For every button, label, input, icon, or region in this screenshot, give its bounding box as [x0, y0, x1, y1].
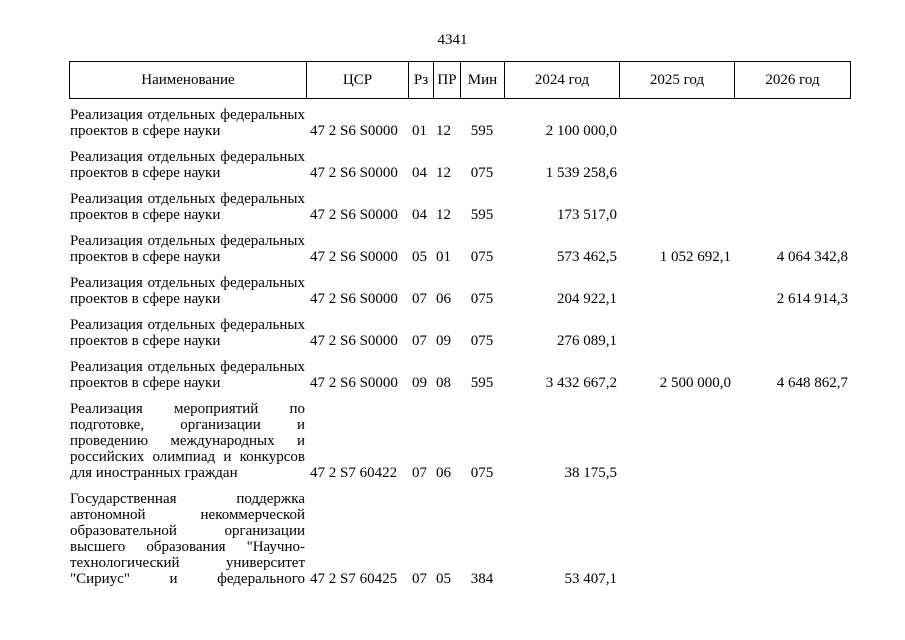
cell-min: 595	[470, 207, 494, 223]
cell-pr: 06	[436, 291, 451, 307]
cell-2026	[734, 333, 851, 349]
cell-rz: 07	[412, 571, 427, 587]
table-row	[69, 107, 851, 139]
table-row	[69, 233, 851, 265]
cell-2026	[734, 207, 851, 223]
name-line: Реализация мероприятий по	[70, 401, 305, 417]
name-line: проектов в сфере науки	[70, 375, 221, 391]
cell-min: 595	[470, 123, 494, 139]
table-row	[69, 401, 851, 481]
cell-name	[69, 149, 306, 181]
name-line: Государственная поддержка	[70, 491, 305, 507]
table-row	[69, 359, 851, 391]
cell-name	[69, 275, 306, 307]
name-line: проведению международных и	[70, 433, 305, 449]
cell-2024: 204 922,1	[557, 291, 617, 307]
table-row	[69, 191, 851, 223]
cell-2024: 276 089,1	[557, 333, 617, 349]
cell-min: 075	[470, 249, 494, 265]
cell-name	[69, 317, 306, 349]
cell-min: 075	[470, 291, 494, 307]
cell-2026	[734, 571, 851, 587]
cell-2026	[734, 465, 851, 481]
cell-rz: 04	[412, 207, 427, 223]
cell-csr: 47 2 S7 60425	[310, 571, 398, 587]
cell-rz: 07	[412, 465, 427, 481]
cell-csr: 47 2 S6 S0000	[310, 165, 398, 181]
cell-name	[69, 233, 306, 265]
name-line: "Сириус" и федерального	[70, 571, 305, 587]
header-csr: ЦСР	[306, 61, 408, 99]
cell-csr: 47 2 S6 S0000	[310, 375, 398, 391]
cell-2024: 2 100 000,0	[545, 123, 617, 139]
name-line: образовательной организации	[70, 523, 305, 539]
cell-2026: 4 064 342,8	[776, 249, 848, 265]
cell-csr: 47 2 S6 S0000	[310, 123, 398, 139]
cell-name	[69, 107, 306, 139]
cell-2025	[619, 123, 734, 139]
name-line: автономной некоммерческой	[70, 507, 305, 523]
cell-2024: 173 517,0	[557, 207, 617, 223]
name-line: проектов в сфере науки	[70, 333, 221, 349]
cell-2025	[619, 291, 734, 307]
table-row	[69, 317, 851, 349]
name-line: подготовке, организации и	[70, 417, 305, 433]
cell-2024: 3 432 667,2	[545, 375, 617, 391]
cell-pr: 01	[436, 249, 451, 265]
cell-csr: 47 2 S6 S0000	[310, 207, 398, 223]
cell-rz: 05	[412, 249, 427, 265]
page-number: 4341	[437, 32, 468, 48]
cell-2024: 573 462,5	[557, 249, 617, 265]
cell-min: 075	[470, 333, 494, 349]
cell-min: 384	[470, 571, 494, 587]
cell-rz: 09	[412, 375, 427, 391]
cell-2026	[734, 165, 851, 181]
cell-2026	[734, 123, 851, 139]
cell-2025	[619, 165, 734, 181]
cell-2024: 53 407,1	[564, 571, 617, 587]
cell-pr: 12	[436, 207, 451, 223]
name-line: Реализация отдельных федеральных	[70, 359, 305, 375]
name-line: Реализация отдельных федеральных	[70, 149, 305, 165]
name-line: проектов в сфере науки	[70, 123, 221, 139]
header-2026: 2026 год	[734, 61, 851, 99]
name-line: технологический университет	[70, 555, 305, 571]
cell-name	[69, 401, 306, 481]
name-line: Реализация отдельных федеральных	[70, 107, 305, 123]
cell-2026: 2 614 914,3	[776, 291, 848, 307]
cell-csr: 47 2 S6 S0000	[310, 291, 398, 307]
cell-pr: 05	[436, 571, 451, 587]
cell-2025	[619, 571, 734, 587]
name-line: Реализация отдельных федеральных	[70, 317, 305, 333]
cell-pr: 12	[436, 123, 451, 139]
name-line: Реализация отдельных федеральных	[70, 191, 305, 207]
cell-2025	[619, 207, 734, 223]
budget-table	[69, 61, 851, 597]
header-min: Мин	[460, 61, 504, 99]
name-line: российских олимпиад и конкурсов	[70, 449, 305, 465]
name-line: Реализация отдельных федеральных	[70, 233, 305, 249]
table-row	[69, 275, 851, 307]
cell-2025	[619, 333, 734, 349]
header-pr: ПР	[433, 61, 460, 99]
cell-csr: 47 2 S7 60422	[310, 465, 398, 481]
cell-min: 075	[470, 165, 494, 181]
header-2024: 2024 год	[504, 61, 619, 99]
cell-rz: 01	[412, 123, 427, 139]
name-line: для иностранных граждан	[70, 465, 238, 481]
cell-2026: 4 648 862,7	[776, 375, 848, 391]
name-line: проектов в сфере науки	[70, 207, 221, 223]
cell-min: 075	[470, 465, 494, 481]
name-line: проектов в сфере науки	[70, 249, 221, 265]
table-body	[69, 107, 851, 587]
cell-2025: 2 500 000,0	[659, 375, 731, 391]
cell-name	[69, 359, 306, 391]
table-header	[69, 61, 851, 99]
cell-rz: 07	[412, 291, 427, 307]
name-line: Реализация отдельных федеральных	[70, 275, 305, 291]
table-row	[69, 149, 851, 181]
cell-name	[69, 491, 306, 587]
header-2025: 2025 год	[619, 61, 734, 99]
cell-pr: 08	[436, 375, 451, 391]
cell-rz: 07	[412, 333, 427, 349]
cell-csr: 47 2 S6 S0000	[310, 249, 398, 265]
name-line: проектов в сфере науки	[70, 165, 221, 181]
cell-2024: 38 175,5	[564, 465, 617, 481]
name-line: высшего образования "Научно-	[70, 539, 305, 555]
cell-pr: 09	[436, 333, 451, 349]
cell-rz: 04	[412, 165, 427, 181]
cell-pr: 12	[436, 165, 451, 181]
table-row	[69, 491, 851, 587]
cell-2024: 1 539 258,6	[545, 165, 617, 181]
header-name: Наименование	[69, 61, 306, 99]
header-rz: Рз	[408, 61, 433, 99]
cell-min: 595	[470, 375, 494, 391]
cell-2025	[619, 465, 734, 481]
cell-csr: 47 2 S6 S0000	[310, 333, 398, 349]
cell-2025: 1 052 692,1	[659, 249, 731, 265]
cell-name	[69, 191, 306, 223]
cell-pr: 06	[436, 465, 451, 481]
name-line: проектов в сфере науки	[70, 291, 221, 307]
